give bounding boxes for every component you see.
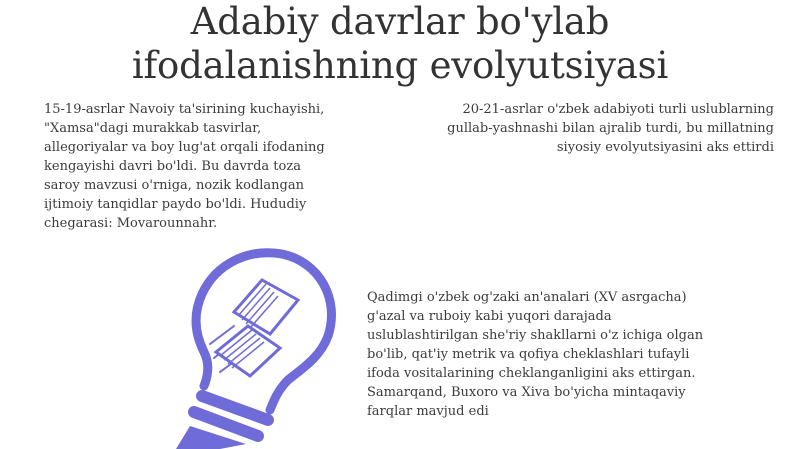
paragraph-line: Qadimgi o'zbek og'zaki an'analari (XV asrgacha) — [367, 290, 687, 305]
paragraph-line: gullab-yashnashi bilan ajralib turdi, bu millatning — [447, 121, 774, 136]
paragraph-line: ijtimoiy tanqidlar paydo bo'ldi. Hududiy — [44, 197, 307, 212]
paragraph-line: "Xamsa"dagi murakkab tasvirlar, — [44, 121, 262, 136]
paragraph-line: Samarqand, Buxoro va Xiva bo'yicha mintaqaviy — [367, 385, 686, 400]
era-15-19-paragraph — [44, 100, 364, 233]
paragraph-line: saroy mavzusi o'rniga, nozik kodlangan — [44, 178, 304, 193]
era-20-21-paragraph — [388, 100, 774, 157]
page-title — [0, 0, 800, 88]
lightbulb-book-icon — [150, 240, 340, 449]
paragraph-line: chegarasi: Movarounnahr. — [44, 216, 218, 231]
paragraph-line: allegoriyalar va boy lug'at orqali ifodaning — [44, 140, 325, 155]
paragraph-line: kengayishi davri bo'ldi. Bu davrda toza — [44, 159, 301, 174]
ancient-oral-tradition-paragraph — [367, 288, 777, 421]
paragraph-line: ifoda vositalarining cheklanganligini aks ettirgan. — [367, 366, 696, 381]
paragraph-line: farqlar mavjud edi — [367, 404, 489, 419]
paragraph-line: g'azal va ruboiy kabi yuqori darajada — [367, 309, 612, 324]
paragraph-line: bo'lib, qat'iy metrik va qofiya cheklashlari tufayli — [367, 347, 690, 362]
page-title-line-2: ifodalanishning evolyutsiyasi — [131, 44, 669, 87]
paragraph-line: 15-19-asrlar Navoiy ta'sirining kuchayishi, — [44, 102, 325, 117]
paragraph-line: siyosiy evolyutsiyasini aks ettirdi — [556, 140, 774, 155]
paragraph-line: 20-21-asrlar o'zbek adabiyoti turli uslublarning — [462, 102, 774, 117]
paragraph-line: uslublashtirilgan she'riy shakllarni o'z ichiga olgan — [367, 328, 704, 343]
page-title-line-1: Adabiy davrlar bo'ylab — [190, 0, 610, 43]
